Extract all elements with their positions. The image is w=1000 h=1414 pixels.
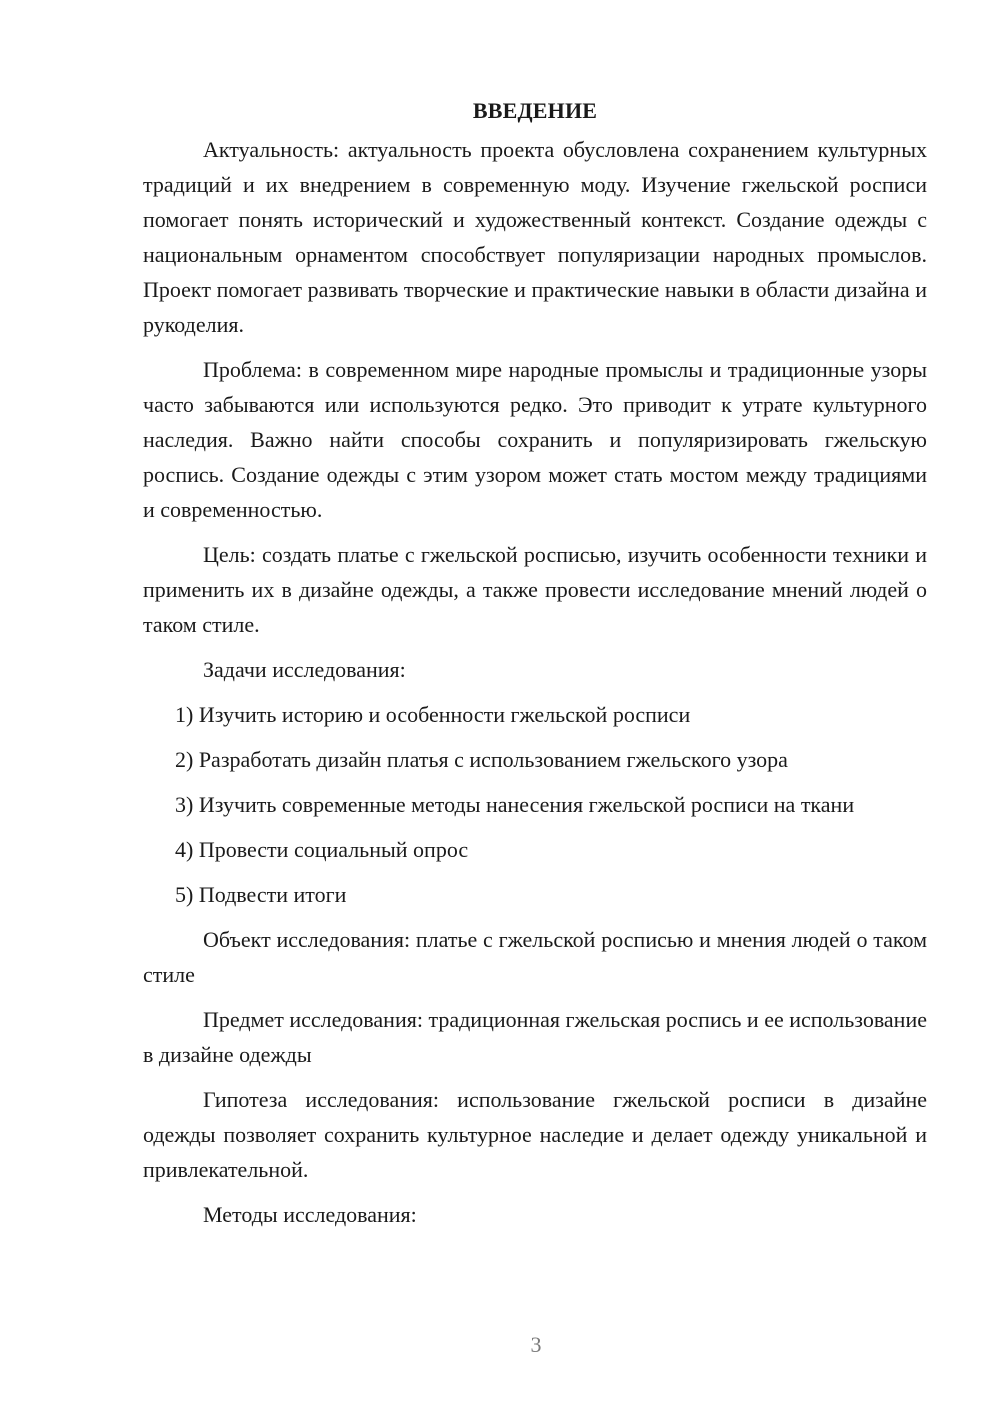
task-item: 4) Провести социальный опрос: [175, 837, 469, 862]
tasks-heading: Задачи исследования:: [203, 657, 406, 682]
page-number: 3: [530, 1332, 542, 1357]
paragraph-relevance: Актуальность: актуальность проекта обусловлена сохранением культурных традиций и их внедрением в современную моду. Изучение гжельской росписи помогает понять исторический и художественный контекст. Создание одежды с национальным орнаментом способствует популяризации народных промыслов. Проект помогает развивать творческие и практические навыки в области дизайна и рукоделия.: [143, 137, 927, 337]
task-item: 1) Изучить историю и особенности гжельской росписи: [175, 702, 691, 727]
task-item: 5) Подвести итоги: [175, 882, 347, 907]
document-page: [143, 96, 927, 1242]
paragraph-goal: Цель: создать платье с гжельской росписью, изучить особенности техники и применить их в дизайне одежды, а также провести исследование мнений людей о таком стиле.: [143, 542, 927, 637]
task-item: 2) Разработать дизайн платья с использованием гжельского узора: [175, 747, 788, 772]
paragraph-problem: Проблема: в современном мире народные промыслы и традиционные узоры часто забываются или используются редко. Это приводит к утрате культурного наследия. Важно найти способы сохранить и популяризировать гжельскую роспись. Создание одежды с этим узором может стать мостом между традициями и современностью.: [143, 357, 927, 522]
paragraph-hypothesis: Гипотеза исследования: использование гжельской росписи в дизайне одежды позволяет сохранить культурное наследие и делает одежду уникальной и привлекательной.: [143, 1087, 927, 1182]
paragraph-object: Объект исследования: платье с гжельской росписью и мнения людей о таком стиле: [143, 927, 927, 987]
task-item: 3) Изучить современные методы нанесения гжельской росписи на ткани: [175, 792, 855, 817]
document-title: ВВЕДЕНИЕ: [472, 98, 598, 123]
paragraph-subject: Предмет исследования: традиционная гжельская роспись и ее использование в дизайне одежды: [143, 1007, 927, 1067]
paragraph-methods: Методы исследования:: [203, 1202, 417, 1227]
